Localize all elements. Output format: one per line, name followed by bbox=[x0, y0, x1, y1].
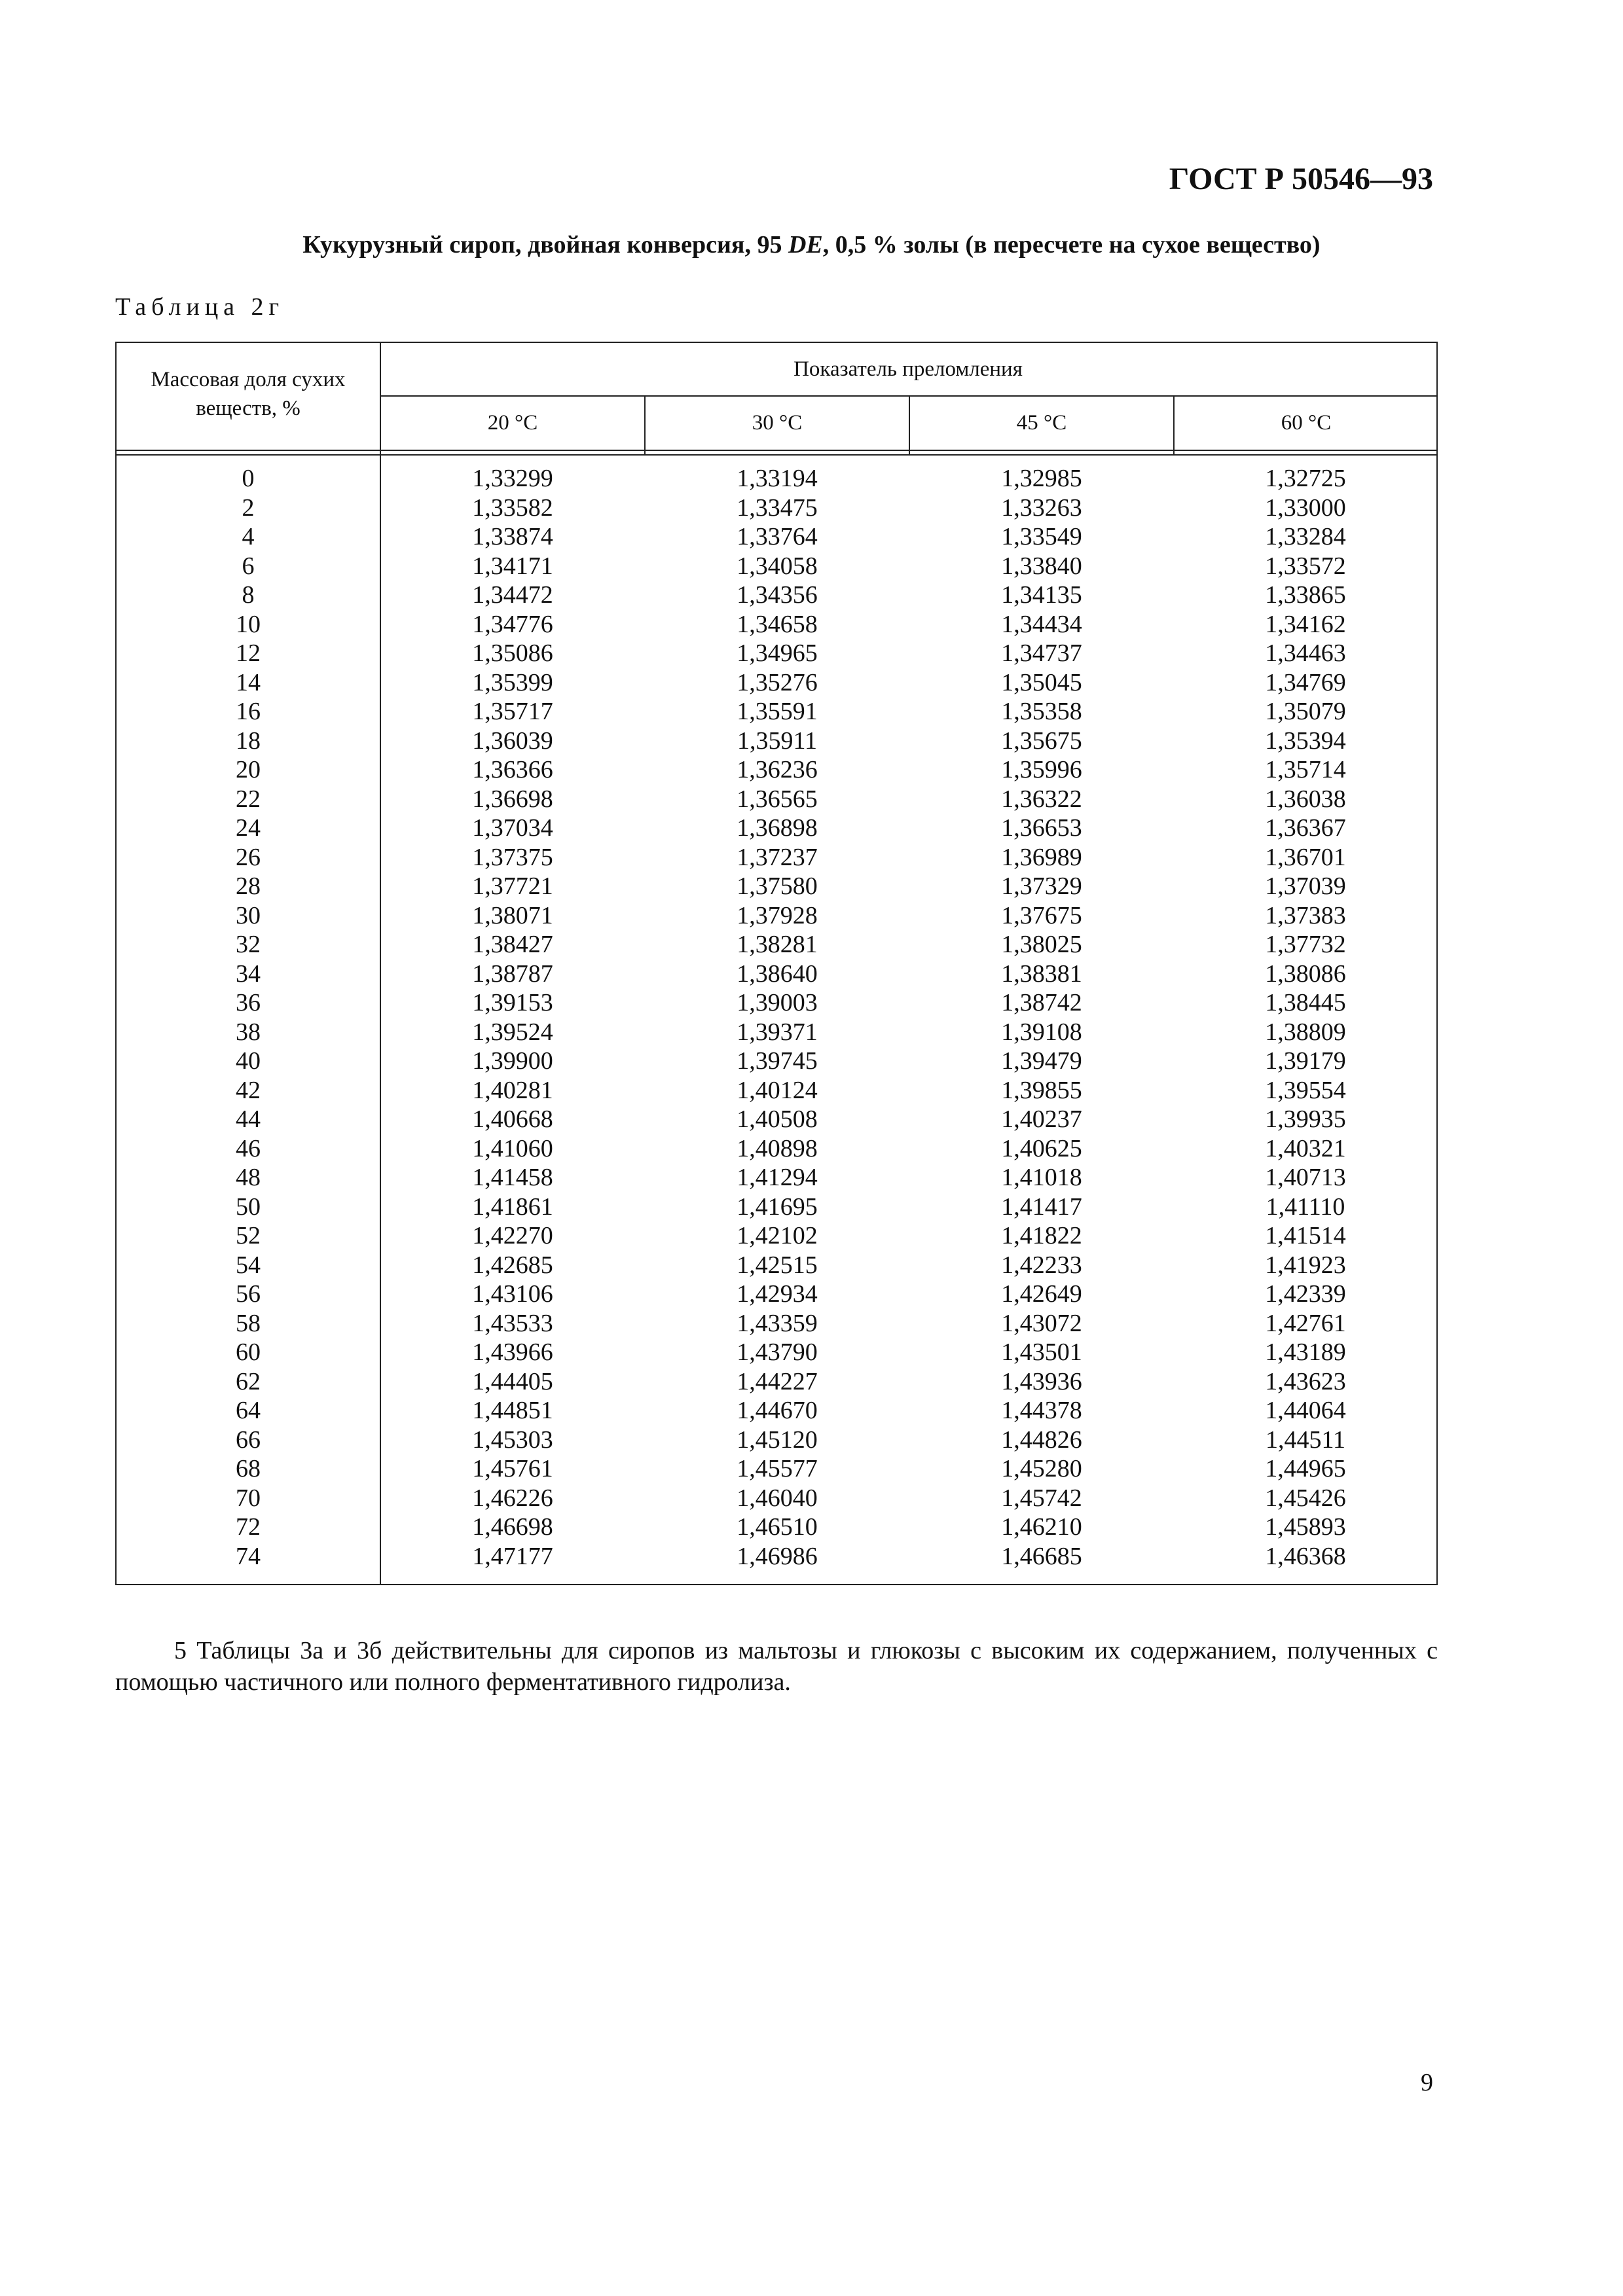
refractive-index-cell: 1,35394 bbox=[1265, 726, 1346, 755]
mass-fraction-cell: 8 bbox=[242, 581, 255, 609]
refractive-index-cell: 1,33475 bbox=[737, 493, 818, 522]
refractive-index-cell: 1,45742 bbox=[1001, 1484, 1082, 1512]
mass-fraction-cell: 34 bbox=[236, 960, 261, 988]
mass-fraction-cell: 28 bbox=[236, 872, 261, 900]
mass-fraction-cell: 60 bbox=[236, 1338, 261, 1366]
refractive-index-cell: 1,44670 bbox=[737, 1397, 818, 1424]
refractive-index-cell: 1,44826 bbox=[1001, 1426, 1082, 1454]
mass-fraction-cell: 10 bbox=[236, 610, 261, 638]
refractive-index-cell: 1,44405 bbox=[472, 1367, 553, 1395]
refractive-index-cell: 1,40625 bbox=[1001, 1134, 1082, 1162]
column-header-20c: 20 °C bbox=[487, 411, 538, 435]
refractive-index-cell: 1,42649 bbox=[1001, 1280, 1082, 1308]
refractive-index-cell: 1,38427 bbox=[472, 931, 553, 958]
refractive-index-cell: 1,36653 bbox=[1001, 814, 1082, 842]
refractive-index-cell: 1,35079 bbox=[1265, 698, 1346, 725]
refractive-index-cell: 1,40124 bbox=[737, 1076, 818, 1104]
refractive-index-cell: 1,43359 bbox=[737, 1309, 818, 1337]
document-code: ГОСТ Р 50546—93 bbox=[1169, 162, 1433, 196]
refractive-index-cell: 1,33000 bbox=[1265, 493, 1346, 522]
refractive-index-cell: 1,39179 bbox=[1265, 1047, 1346, 1075]
refractive-index-cell: 1,38445 bbox=[1265, 989, 1346, 1016]
refractive-index-cell: 1,37383 bbox=[1265, 901, 1346, 929]
refractive-index-cell: 1,38742 bbox=[1001, 989, 1082, 1016]
refractive-index-cell: 1,41060 bbox=[472, 1134, 553, 1162]
refractive-index-cell: 1,44227 bbox=[737, 1367, 818, 1395]
refractive-index-cell: 1,38640 bbox=[737, 960, 818, 988]
refractive-index-cell: 1,43966 bbox=[472, 1338, 553, 1366]
refractive-index-cell: 1,36565 bbox=[737, 785, 818, 813]
refractive-index-cell: 1,43501 bbox=[1001, 1338, 1082, 1366]
refractive-index-cell: 1,32985 bbox=[1001, 465, 1082, 492]
refractive-index-cell: 1,46685 bbox=[1001, 1542, 1082, 1570]
refractive-index-cell: 1,40713 bbox=[1265, 1164, 1346, 1191]
refractive-index-cell: 1,43623 bbox=[1265, 1367, 1346, 1395]
refractive-index-cell: 1,46210 bbox=[1001, 1513, 1082, 1541]
refractive-index-cell: 1,35591 bbox=[737, 698, 818, 725]
mass-fraction-cell: 2 bbox=[242, 493, 255, 522]
refractive-index-cell: 1,46226 bbox=[472, 1484, 553, 1512]
refractive-index-cell: 1,46986 bbox=[737, 1542, 818, 1570]
refractive-index-cell: 1,46510 bbox=[737, 1513, 818, 1541]
refractive-index-cell: 1,34171 bbox=[472, 552, 553, 580]
mass-fraction-cell: 4 bbox=[242, 523, 255, 550]
refractive-index-cell: 1,35276 bbox=[737, 668, 818, 696]
table-note: 5 Таблицы 3а и 3б действительны для сиропов из мальтозы и глюкозы с высоким их содержанием, полученных с помощью частичного или полного ферментативного гидролиза. bbox=[115, 1637, 1438, 1696]
refractive-index-cell: 1,41417 bbox=[1001, 1193, 1082, 1221]
mass-fraction-cell: 70 bbox=[236, 1484, 261, 1512]
refractive-index-cell: 1,46368 bbox=[1265, 1542, 1346, 1570]
refractive-index-cell: 1,42102 bbox=[737, 1222, 818, 1249]
refractive-index-cell: 1,34769 bbox=[1265, 668, 1346, 696]
refractive-index-cell: 1,33263 bbox=[1001, 493, 1082, 522]
refractive-index-cell: 1,42233 bbox=[1001, 1251, 1082, 1279]
mass-fraction-cell: 14 bbox=[236, 668, 261, 696]
refractive-index-cell: 1,36898 bbox=[737, 814, 818, 842]
refractive-index-cell: 1,42515 bbox=[737, 1251, 818, 1279]
mass-fraction-cell: 38 bbox=[236, 1018, 261, 1046]
refractive-index-cell: 1,41923 bbox=[1265, 1251, 1346, 1279]
refractive-index-cell: 1,43189 bbox=[1265, 1338, 1346, 1366]
refractive-index-cell: 1,37237 bbox=[737, 843, 818, 871]
refractive-index-cell: 1,41110 bbox=[1266, 1193, 1345, 1221]
refractive-index-cell: 1,33572 bbox=[1265, 552, 1346, 580]
mass-fraction-cell: 58 bbox=[236, 1309, 261, 1337]
mass-fraction-cell: 72 bbox=[236, 1513, 261, 1541]
title-part-2: , 0,5 % золы (в пересчете на сухое вещество) bbox=[822, 231, 1321, 259]
refractive-index-cell: 1,33874 bbox=[472, 523, 553, 550]
refractive-index-cell: 1,39900 bbox=[472, 1047, 553, 1075]
refractive-index-cell: 1,41514 bbox=[1265, 1222, 1346, 1249]
mass-fraction-cell: 30 bbox=[236, 901, 261, 929]
mass-fraction-cell: 36 bbox=[236, 989, 261, 1016]
refractive-index-cell: 1,41294 bbox=[737, 1164, 818, 1191]
refractive-index-cell: 1,35399 bbox=[472, 668, 553, 696]
mass-fraction-cell: 40 bbox=[236, 1047, 261, 1075]
refractive-index-cell: 1,39108 bbox=[1001, 1018, 1082, 1046]
column-header-30c: 30 °C bbox=[752, 411, 803, 435]
refractive-index-cell: 1,45120 bbox=[737, 1426, 818, 1454]
mass-fraction-cell: 24 bbox=[236, 814, 261, 842]
refractive-index-cell: 1,37375 bbox=[472, 843, 553, 871]
column-header-45c: 45 °C bbox=[1016, 411, 1067, 435]
refractive-index-cell: 1,36236 bbox=[737, 756, 818, 783]
mass-fraction-cell: 44 bbox=[236, 1105, 261, 1133]
refractive-index-cell: 1,38381 bbox=[1001, 960, 1082, 988]
refractive-index-cell: 1,41822 bbox=[1001, 1222, 1082, 1249]
refractive-index-cell: 1,46698 bbox=[472, 1513, 553, 1541]
header-bottom-rule-double bbox=[117, 454, 1436, 456]
refractive-index-cell: 1,35086 bbox=[472, 639, 553, 667]
mass-fraction-cell: 56 bbox=[236, 1280, 261, 1308]
mass-fraction-cell: 12 bbox=[236, 639, 261, 667]
header-bottom-rule bbox=[117, 450, 1436, 451]
refractive-index-cell: 1,45303 bbox=[472, 1426, 553, 1454]
refractive-index-table bbox=[115, 342, 1438, 1585]
mass-fraction-cell: 48 bbox=[236, 1164, 261, 1191]
refractive-index-cell: 1,45577 bbox=[737, 1455, 818, 1482]
mass-fraction-cell: 50 bbox=[236, 1193, 261, 1221]
refractive-index-cell: 1,34434 bbox=[1001, 610, 1082, 638]
refractive-index-cell: 1,40321 bbox=[1265, 1134, 1346, 1162]
refractive-index-cell: 1,37928 bbox=[737, 901, 818, 929]
refractive-index-cell: 1,33764 bbox=[737, 523, 818, 550]
refractive-index-cell: 1,34737 bbox=[1001, 639, 1082, 667]
refractive-index-cell: 1,39855 bbox=[1001, 1076, 1082, 1104]
refractive-index-cell: 1,35996 bbox=[1001, 756, 1082, 783]
refractive-index-cell: 1,40281 bbox=[472, 1076, 553, 1104]
refractive-index-cell: 1,41861 bbox=[472, 1193, 553, 1221]
refractive-index-cell: 1,34472 bbox=[472, 581, 553, 609]
mass-fraction-cell: 52 bbox=[236, 1222, 261, 1249]
refractive-index-cell: 1,41695 bbox=[737, 1193, 818, 1221]
refractive-index-cell: 1,43072 bbox=[1001, 1309, 1082, 1337]
mass-fraction-cell: 16 bbox=[236, 698, 261, 725]
refractive-index-cell: 1,38809 bbox=[1265, 1018, 1346, 1046]
mass-fraction-cell: 68 bbox=[236, 1455, 261, 1482]
refractive-index-cell: 1,36367 bbox=[1265, 814, 1346, 842]
refractive-index-cell: 1,37329 bbox=[1001, 872, 1082, 900]
refractive-index-cell: 1,38071 bbox=[472, 901, 553, 929]
refractive-index-cell: 1,35045 bbox=[1001, 668, 1082, 696]
refractive-index-cell: 1,47177 bbox=[472, 1542, 553, 1570]
refractive-index-cell: 1,40898 bbox=[737, 1134, 818, 1162]
table-label: Таблица 2г bbox=[115, 293, 285, 321]
refractive-index-cell: 1,36039 bbox=[472, 726, 553, 755]
refractive-index-cell: 1,33299 bbox=[472, 465, 553, 492]
refractive-index-cell: 1,40237 bbox=[1001, 1105, 1082, 1133]
refractive-index-cell: 1,39745 bbox=[737, 1047, 818, 1075]
refractive-index-cell: 1,36366 bbox=[472, 756, 553, 783]
refractive-index-cell: 1,44064 bbox=[1265, 1397, 1346, 1424]
refractive-index-cell: 1,36989 bbox=[1001, 843, 1082, 871]
refractive-index-cell: 1,35714 bbox=[1265, 756, 1346, 783]
refractive-index-cell: 1,39479 bbox=[1001, 1047, 1082, 1075]
mass-fraction-cell: 46 bbox=[236, 1134, 261, 1162]
refractive-index-cell: 1,44378 bbox=[1001, 1397, 1082, 1424]
refractive-index-cell: 1,37580 bbox=[737, 872, 818, 900]
refractive-index-cell: 1,35911 bbox=[737, 726, 818, 755]
refractive-index-cell: 1,45761 bbox=[472, 1455, 553, 1482]
refractive-index-cell: 1,34356 bbox=[737, 581, 818, 609]
mass-fraction-cell: 66 bbox=[236, 1426, 261, 1454]
refractive-index-cell: 1,35675 bbox=[1001, 726, 1082, 755]
refractive-index-cell: 1,38281 bbox=[737, 931, 818, 958]
refractive-index-cell: 1,36322 bbox=[1001, 785, 1082, 813]
refractive-index-cell: 1,37039 bbox=[1265, 872, 1346, 900]
refractive-index-cell: 1,40508 bbox=[737, 1105, 818, 1133]
refractive-index-cell: 1,32725 bbox=[1265, 465, 1346, 492]
refractive-index-cell: 1,45893 bbox=[1265, 1513, 1346, 1541]
refractive-index-cell: 1,37034 bbox=[472, 814, 553, 842]
title-part-1: Кукурузный сироп, двойная конверсия, 95 bbox=[302, 231, 788, 259]
mass-fraction-cell: 74 bbox=[236, 1542, 261, 1570]
mass-fraction-cell: 54 bbox=[236, 1251, 261, 1279]
mass-fraction-cell: 22 bbox=[236, 785, 261, 813]
refractive-index-cell: 1,41018 bbox=[1001, 1164, 1082, 1191]
refractive-index-cell: 1,41458 bbox=[472, 1164, 553, 1191]
table-title bbox=[0, 230, 1623, 259]
refractive-index-cell: 1,42339 bbox=[1265, 1280, 1346, 1308]
refractive-index-cell: 1,44511 bbox=[1265, 1426, 1346, 1454]
mass-fraction-cell: 42 bbox=[236, 1076, 261, 1104]
refractive-index-cell: 1,44851 bbox=[472, 1397, 553, 1424]
refractive-index-cell: 1,34135 bbox=[1001, 581, 1082, 609]
refractive-index-cell: 1,43106 bbox=[472, 1280, 553, 1308]
column-header-mass-fraction: Массовая доля сухих веществ, % bbox=[151, 368, 346, 420]
refractive-index-cell: 1,42685 bbox=[472, 1251, 553, 1279]
refractive-index-cell: 1,34658 bbox=[737, 610, 818, 638]
refractive-index-cell: 1,37721 bbox=[472, 872, 553, 900]
refractive-index-cell: 1,35358 bbox=[1001, 698, 1082, 725]
column-header-60c: 60 °C bbox=[1281, 411, 1332, 435]
column-group-header-refractive-index: Показатель преломления bbox=[793, 357, 1023, 381]
mass-fraction-cell: 26 bbox=[236, 843, 261, 871]
refractive-index-cell: 1,36038 bbox=[1265, 785, 1346, 813]
refractive-index-cell: 1,45426 bbox=[1265, 1484, 1346, 1512]
refractive-index-cell: 1,44965 bbox=[1265, 1455, 1346, 1482]
refractive-index-cell: 1,42761 bbox=[1265, 1309, 1346, 1337]
mass-fraction-cell: 62 bbox=[236, 1367, 261, 1395]
refractive-index-cell: 1,34162 bbox=[1265, 610, 1346, 638]
refractive-index-cell: 1,39153 bbox=[472, 989, 553, 1016]
refractive-index-cell: 1,38787 bbox=[472, 960, 553, 988]
mass-fraction-cell: 32 bbox=[236, 931, 261, 958]
refractive-index-cell: 1,46040 bbox=[737, 1484, 818, 1512]
refractive-index-cell: 1,43936 bbox=[1001, 1367, 1082, 1395]
mass-fraction-cell: 6 bbox=[242, 552, 255, 580]
refractive-index-cell: 1,43533 bbox=[472, 1309, 553, 1337]
refractive-index-cell: 1,45280 bbox=[1001, 1455, 1082, 1482]
title-de: DE bbox=[788, 231, 823, 259]
refractive-index-cell: 1,42270 bbox=[472, 1222, 553, 1249]
refractive-index-cell: 1,43790 bbox=[737, 1338, 818, 1366]
refractive-index-cell: 1,34776 bbox=[472, 610, 553, 638]
refractive-index-cell: 1,33284 bbox=[1265, 523, 1346, 550]
refractive-index-cell: 1,40668 bbox=[472, 1105, 553, 1133]
refractive-index-cell: 1,39371 bbox=[737, 1018, 818, 1046]
refractive-index-cell: 1,34058 bbox=[737, 552, 818, 580]
refractive-index-cell: 1,33549 bbox=[1001, 523, 1082, 550]
refractive-index-cell: 1,33840 bbox=[1001, 552, 1082, 580]
mass-fraction-cell: 20 bbox=[236, 756, 261, 783]
mass-fraction-cell: 0 bbox=[242, 465, 255, 492]
refractive-index-cell: 1,42934 bbox=[737, 1280, 818, 1308]
refractive-index-cell: 1,36698 bbox=[472, 785, 553, 813]
page-number: 9 bbox=[1421, 2069, 1433, 2096]
refractive-index-cell: 1,38086 bbox=[1265, 960, 1346, 988]
refractive-index-cell: 1,38025 bbox=[1001, 931, 1082, 958]
refractive-index-cell: 1,37732 bbox=[1265, 931, 1346, 958]
mass-fraction-cell: 18 bbox=[236, 726, 261, 755]
refractive-index-cell: 1,37675 bbox=[1001, 901, 1082, 929]
refractive-index-cell: 1,34965 bbox=[737, 639, 818, 667]
refractive-index-cell: 1,35717 bbox=[472, 698, 553, 725]
refractive-index-cell: 1,33865 bbox=[1265, 581, 1346, 609]
refractive-index-cell: 1,39524 bbox=[472, 1018, 553, 1046]
refractive-index-cell: 1,33194 bbox=[737, 465, 818, 492]
refractive-index-cell: 1,39554 bbox=[1265, 1076, 1346, 1104]
refractive-index-cell: 1,39003 bbox=[737, 989, 818, 1016]
refractive-index-cell: 1,39935 bbox=[1265, 1105, 1346, 1133]
mass-fraction-cell: 64 bbox=[236, 1397, 261, 1424]
refractive-index-cell: 1,33582 bbox=[472, 493, 553, 522]
refractive-index-cell: 1,36701 bbox=[1265, 843, 1346, 871]
refractive-index-cell: 1,34463 bbox=[1265, 639, 1346, 667]
